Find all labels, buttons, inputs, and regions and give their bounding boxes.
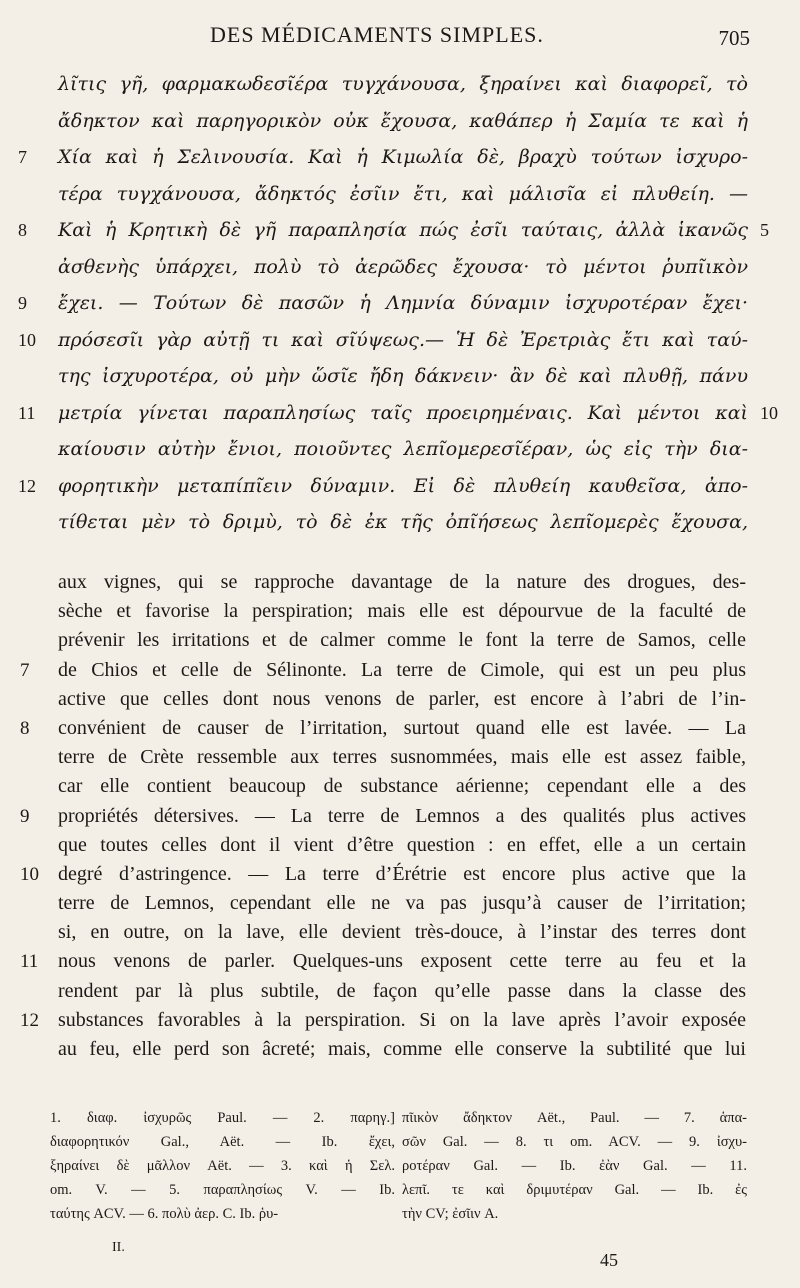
greek-line [0,103,800,140]
line-text: convénient de causer de l’irritation, surtout quand elle est lavée. — La [58,716,746,739]
line-text: nous venons de parler. Quelques-uns exposent cette terre au feu et la [58,950,746,973]
footnote-line: 1. διαφ. ἰσχυρῶς Paul. — 2. παρηγ.] [50,1110,395,1126]
margin-line-number: 11 [18,402,36,423]
footnote-line: om. V. — 5. παραπλησίως V. — Ib. [50,1182,395,1198]
line-text: prévenir les irritations et de calmer comme le font la terre de Samos, celle [58,629,746,652]
french-line [0,772,800,801]
line-text: Καὶ ἡ Κρητικὴ δὲ γῆ παραπλησία πώς ἐσῖι ταύταις, ἀλλὰ ἱκανῶς [58,219,748,241]
french-line [0,918,800,947]
line-text: Χία καὶ ἡ Σελινουσία. Καὶ ἡ Κιμωλία δὲ, βραχὺ τούτων ἰσχυρο- [58,146,748,168]
line-text: λῖτις γῆ, φαρμακωδεσῖέρα τυγχάνουσα, ξηραίνει καὶ διαφορεῖ, τὸ [58,73,748,95]
margin-line-number-right: 5 [760,220,769,240]
page-header [60,22,760,58]
greek-text-block [0,66,800,541]
line-text: active que celles dont nous venons de parler, est encore à l’abri de l’in- [58,687,746,710]
line-text: terre de Lemnos, cependant elle ne va pas jusqu’à causer de l’irritation; [58,892,746,915]
margin-line-number: 10 [20,863,39,885]
french-line [0,743,800,772]
footnote-line: σῶν Gal. — 8. τι om. ACV. — 9. ἰσχυ- [402,1134,747,1150]
greek-line [0,285,800,322]
margin-line-number: 8 [20,717,30,739]
greek-line [0,468,800,505]
page-number: 705 [718,26,750,50]
margin-line-number: 12 [20,1009,39,1031]
footnotes-left-column [50,1106,395,1226]
running-title: DES MÉDICAMENTS SIMPLES. [210,22,544,47]
line-text: ἀσθενὴς ὑπάρχει, πολὺ τὸ ἀερῶδες ἔχουσα· τὸ μέντοι ῥυπῖικὸν [58,255,748,278]
line-text: aux vignes, qui se rapproche davantage de la nature des drogues, des- [58,571,746,593]
line-text: propriétés détersives. — La terre de Lemnos a des qualités plus actives [58,804,746,827]
greek-line [0,395,800,432]
greek-line [0,212,800,249]
margin-line-number: 9 [20,805,30,827]
footnote-line: διαφορητικόν Gal., Aët. — Ib. ἔχει, [50,1134,395,1150]
footnote-line: πῖικὸν ἄδηκτον Aët., Paul. — 7. ἁπα- [402,1110,747,1126]
footnotes-right-column [402,1106,747,1226]
margin-line-number: 9 [18,293,27,313]
greek-line [0,322,800,359]
line-text: au feu, elle perd son âcreté; mais, comme elle conserve la subtilité que lui [58,1038,746,1060]
greek-line [0,431,800,468]
margin-line-number: 10 [18,329,36,350]
line-text: πρόσεσῖι γὰρ αὐτῇ τι καὶ σῖύψεως.— Ἡ δὲ Ἐρετριὰς ἔτι καὶ ταύ- [58,328,748,351]
greek-line [0,249,800,286]
margin-line-number: 7 [18,147,27,167]
greek-line [0,358,800,395]
greek-line [0,176,800,213]
french-line [0,831,800,860]
line-text: rendent par là plus subtile, de façon qu’elle passe dans la classe des [58,979,746,1002]
line-text: ἔχει. — Τούτων δὲ πασῶν ἡ Λημνία δύναμιν ἰσχυροτέραν ἔχει· [58,292,748,314]
french-line [0,626,800,655]
footnote-line: ταύτης ACV. — 6. πολὺ ἀερ. C. Ib. ῥυ- [50,1206,279,1222]
footnote-line: ξηραίνει δὲ μᾶλλον Aët. — 3. καὶ ἡ Σελ. [50,1158,395,1174]
line-text: que toutes celles dont il vient d’être question : en effet, elle a un certain [58,833,746,856]
signature-roman: II. [112,1240,125,1255]
line-text: τίθεται μὲν τὸ δριμὺ, τὸ δὲ ἐκ τῆς ὀπῖήσεως λεπῖομερὲς ἔχουσα, [58,511,748,533]
line-text: car elle contient beaucoup de substance aérienne; cependant elle a des [58,775,746,798]
line-text: degré d’astringence. — La terre d’Érétrie est encore plus active que la [58,862,746,885]
signature-mark: 45 [600,1250,618,1270]
line-text: μετρία γίνεται παραπλησίως ταῖς προειρημέναις. Καὶ μέντοι καὶ [58,401,748,424]
french-line [0,685,800,714]
greek-line [0,504,800,541]
line-text: de Chios et celle de Sélinonte. La terre de Cimole, qui est un peu plus [58,658,746,681]
footnote-line: λεπῖ. τε καὶ δριμυτέραν Gal. — Ib. ἐς [402,1182,747,1198]
french-translation-block [0,568,800,1064]
margin-line-number: 8 [18,220,27,240]
french-line [0,1006,800,1035]
margin-line-number-right: 10 [760,402,778,423]
french-line [0,597,800,626]
line-text: substances favorables à la perspiration. Si on la lave après l’avoir exposée [58,1008,746,1031]
footnote-line: ροτέραν Gal. — Ib. ἐὰν Gal. — 11. [402,1158,747,1174]
line-text: της ἰσχυροτέρα, οὐ μὴν ὥσῖε ἤδη δάκνειν· ἂν δὲ καὶ πλυθῇ, πάνυ [58,365,748,387]
margin-line-number: 11 [20,951,39,973]
line-text: terre de Crète ressemble aux terres susnommées, mais elle est assez faible, [58,746,746,769]
line-text: si, en outre, on la lave, elle devient très-douce, à l’instar des terres dont [58,921,746,944]
french-line [0,860,800,889]
french-line [0,802,800,831]
greek-line [0,139,800,176]
french-line [0,977,800,1006]
footnote-line: τὴν CV; ἐσῖιν A. [402,1206,499,1222]
line-text: ἄδηκτον καὶ παρηγορικὸν οὐκ ἔχουσα, καθάπερ ἡ Σαμία τε καὶ ἡ [58,109,748,132]
margin-line-number: 7 [20,659,30,681]
french-line [0,714,800,743]
line-text: καίουσιν αὐτὴν ἔνιοι, ποιοῦντες λεπῖομερεσῖέραν, ὡς εἰς τὴν δια- [58,438,748,460]
line-text: sèche et favorise la perspiration; mais elle est dépourvue de la faculté de [58,600,746,623]
french-line [0,656,800,685]
french-line [0,568,800,597]
line-text: τέρα τυγχάνουσα, ἄδηκτός ἐσῖιν ἔτι, καὶ μάλισῖα εἰ πλυθείη. — [58,182,748,205]
line-text: φορητικὴν μεταπίπῖειν δύναμιν. Εἰ δὲ πλυθείη καυθεῖσα, ἀπο- [58,474,748,497]
french-line [0,1035,800,1064]
french-line [0,947,800,976]
greek-line [0,66,800,103]
margin-line-number: 12 [18,475,36,496]
french-line [0,889,800,918]
